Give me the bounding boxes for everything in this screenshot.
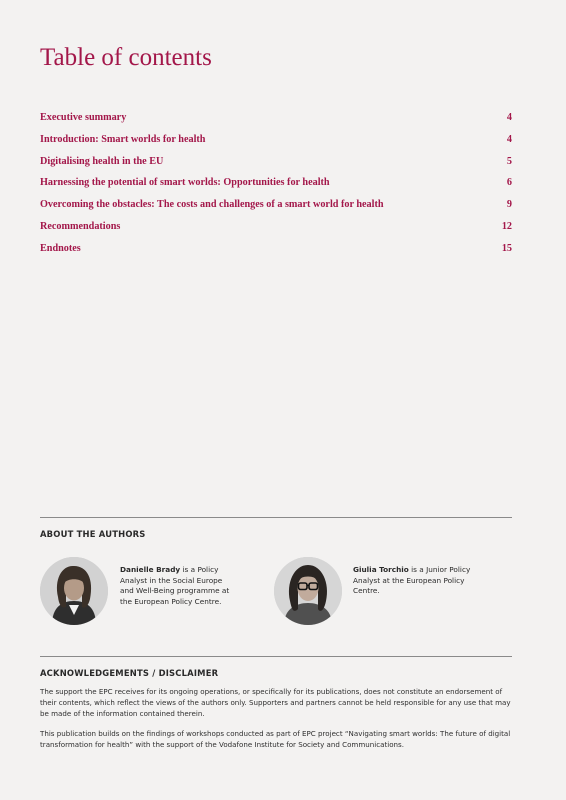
toc-entry[interactable]	[40, 243, 512, 265]
toc-entry-label: Introduction: Smart worlds for health	[40, 133, 206, 145]
toc-entry-label: Executive summary	[40, 112, 127, 123]
author-bio-danielle-brady	[120, 565, 238, 607]
toc-entry-page: 12	[501, 220, 512, 232]
author-photo-danielle-brady	[40, 557, 108, 625]
toc-entry-page: 5	[506, 155, 512, 167]
toc-entry-page: 4	[506, 133, 512, 145]
toc-entry[interactable]	[40, 221, 512, 243]
author-description: is a Policy Analyst in the Social Europe and Well-Being programme at the European Policy Centre.	[120, 565, 230, 606]
table-of-contents	[40, 112, 512, 265]
acknowledgements-heading: ACKNOWLEDGEMENTS / DISCLAIMER	[40, 668, 219, 678]
toc-entry-label: Harnessing the potential of smart worlds: Opportunities for health	[40, 177, 330, 189]
author-name: Danielle Brady	[120, 565, 181, 574]
author-bio-giulia-torchio	[353, 565, 471, 597]
toc-entry[interactable]	[40, 177, 512, 199]
toc-entry[interactable]	[40, 134, 512, 156]
acknowledgement-paragraph: This publication builds on the findings of workshops conducted as part of EPC project “Navigating smart worlds: The future of digital transformation for health” with the support of the Vodafone Institute for Society and Communications.	[40, 729, 511, 749]
section-divider	[40, 517, 512, 518]
author-photo-giulia-torchio	[274, 557, 342, 625]
toc-entry-page: 9	[506, 199, 512, 211]
author-description: is a Junior Policy Analyst at the European Policy Centre.	[353, 565, 471, 596]
toc-entry-page: 15	[501, 242, 512, 254]
toc-entry-label: Digitalising health in the EU	[40, 155, 164, 167]
toc-entry-page: 6	[506, 177, 512, 189]
author-name: Giulia Torchio	[353, 565, 409, 574]
authors-heading: ABOUT THE AUTHORS	[40, 529, 146, 539]
section-divider	[40, 656, 512, 657]
toc-entry[interactable]	[40, 156, 512, 178]
toc-entry-page: 4	[506, 112, 512, 123]
disclaimer-paragraph: The support the EPC receives for its ongoing operations, or specifically for its publications, does not constitute an endorsement of their contents, which reflect the views of the authors only. Supporters and partners cannot be held responsible for any use that may be made of the information contained therein.	[40, 687, 511, 718]
toc-entry[interactable]	[40, 199, 512, 221]
toc-entry-label: Overcoming the obstacles: The costs and challenges of a smart world for health	[40, 199, 384, 211]
page-title: Table of contents	[40, 44, 212, 71]
toc-entry[interactable]	[40, 112, 512, 134]
toc-entry-label: Endnotes	[40, 242, 81, 254]
toc-entry-label: Recommendations	[40, 220, 121, 232]
